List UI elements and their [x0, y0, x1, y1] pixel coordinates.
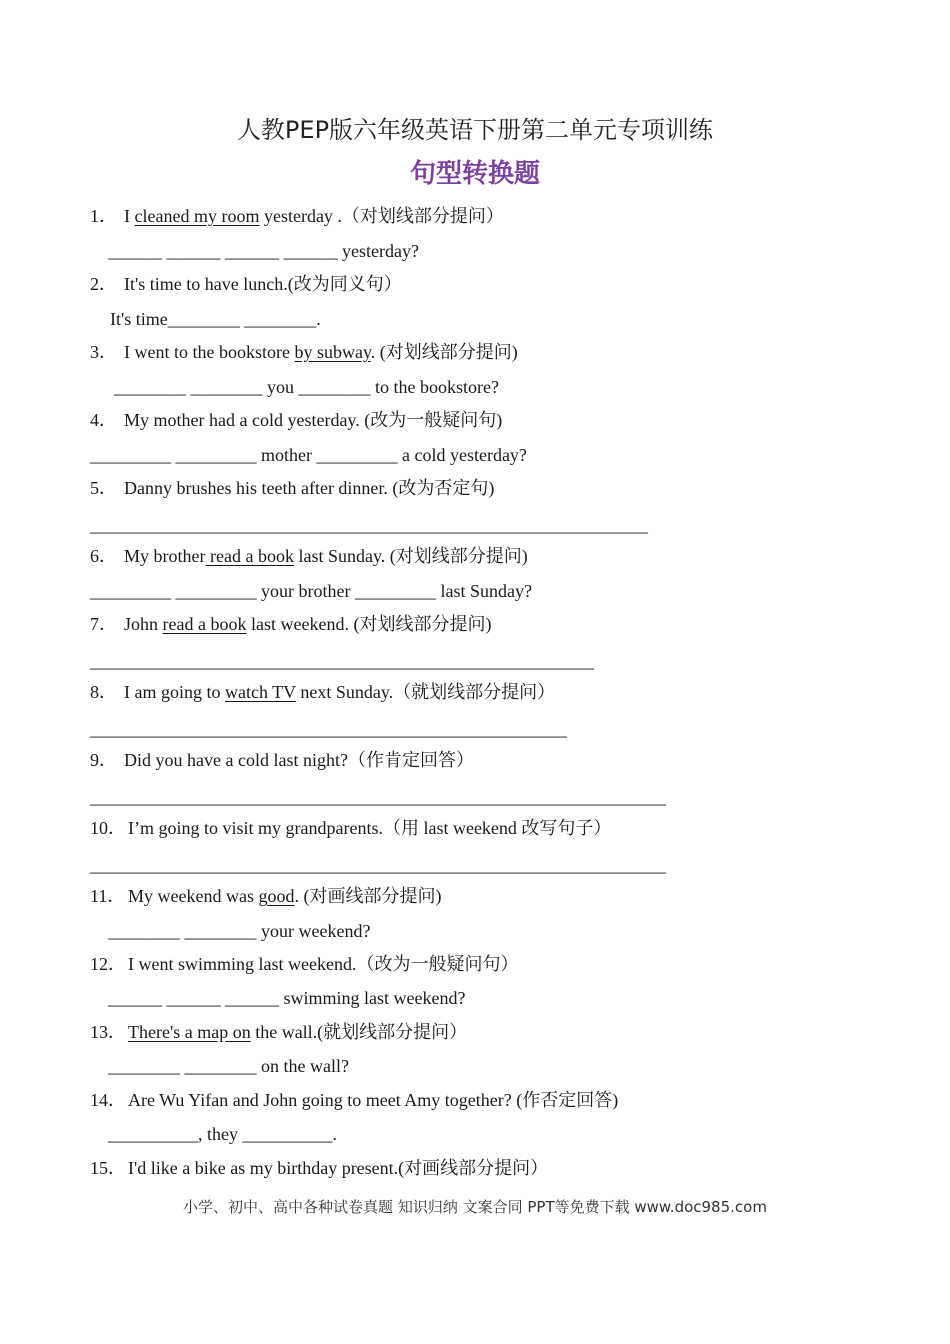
underlined-part: There's a map on [128, 1022, 251, 1042]
question-number: 2． [90, 274, 117, 294]
answer-line-4[interactable]: _________ _________ mother _________ a cold yesterday? [90, 445, 527, 465]
question-number: 1． [90, 206, 117, 226]
answer-line-3[interactable]: ________ ________ you ________ to the bookstore? [114, 377, 499, 397]
question-3: 3． I went to the bookstore by subway. (对划线部分提问) [90, 342, 518, 362]
question-number: 14． [90, 1090, 126, 1110]
question-number: 15． [90, 1158, 126, 1178]
answer-line-5[interactable]: ______________________________________________________________ [90, 515, 648, 535]
question-7: 7． John read a book last weekend. (对划线部分提问) [90, 614, 492, 634]
question-number: 10． [90, 818, 126, 838]
question-number: 4． [90, 410, 117, 430]
underlined-part: cleaned my room [134, 206, 260, 226]
question-number: 12． [90, 954, 126, 974]
answer-line-2[interactable]: It's time________ ________. [110, 309, 321, 329]
answer-line-12[interactable]: ______ ______ ______ swimming last weekend? [108, 988, 466, 1008]
underlined-part: good [258, 886, 295, 906]
question-14: 14． Are Wu Yifan and John going to meet Amy together? (作否定回答) [90, 1090, 619, 1110]
question-number: 5． [90, 478, 117, 498]
question-6: 6． My brother read a book last Sunday. (对划线部分提问) [90, 546, 528, 566]
question-12: 12． I went swimming last weekend.（改为一般疑问句） [90, 954, 519, 974]
question-10: 10． I’m going to visit my grandparents.（用 last weekend 改写句子） [90, 818, 612, 838]
answer-line-9[interactable]: ________________________________________________________________ [90, 787, 666, 807]
underlined-part: read a book [205, 546, 294, 566]
underlined-part: watch TV [225, 682, 296, 702]
answer-line-11[interactable]: ________ ________ your weekend? [108, 921, 371, 941]
underlined-part: by subway [294, 342, 371, 362]
question-number: 7． [90, 614, 117, 634]
answer-line-1[interactable]: ______ ______ ______ ______ yesterday? [108, 241, 419, 261]
question-number: 8． [90, 682, 117, 702]
question-13: 13． There's a map on the wall.(就划线部分提问） [90, 1022, 468, 1042]
question-number: 3． [90, 342, 117, 362]
answer-line-8[interactable]: _____________________________________________________ [90, 719, 567, 739]
question-number: 13． [90, 1022, 126, 1042]
page-footer: 小学、初中、高中各种试卷真题 知识归纳 文案合同 PPT等免费下载 www.doc985.com [183, 1198, 767, 1216]
answer-line-13[interactable]: ________ ________ on the wall? [108, 1056, 349, 1076]
answer-line-10[interactable]: ________________________________________________________________ [90, 855, 666, 875]
answer-line-7[interactable]: ________________________________________________________ [90, 651, 594, 671]
question-1: 1． I cleaned my room yesterday .（对划线部分提问） [90, 206, 504, 226]
question-8: 8． I am going to watch TV next Sunday.（就划线部分提问） [90, 682, 556, 702]
underlined-part: read a book [162, 614, 247, 634]
question-4: 4． My mother had a cold yesterday. (改为一般疑问句) [90, 410, 503, 430]
question-11: 11． My weekend was good. (对画线部分提问) [90, 886, 442, 906]
question-15: 15． I'd like a bike as my birthday present.(对画线部分提问） [90, 1158, 549, 1178]
answer-line-14[interactable]: __________, they __________. [108, 1124, 337, 1144]
question-5: 5． Danny brushes his teeth after dinner. (改为否定句) [90, 478, 495, 498]
question-number: 9． [90, 750, 117, 770]
page-subtitle: 句型转换题 [409, 159, 540, 189]
answer-line-6[interactable]: _________ _________ your brother _________ last Sunday? [90, 581, 532, 601]
question-number: 11． [90, 886, 126, 906]
question-number: 6． [90, 546, 117, 566]
page-title: 人教PEP版六年级英语下册第二单元专项训练 [236, 116, 714, 144]
question-9: 9． Did you have a cold last night?（作肯定回答） [90, 750, 474, 770]
question-2: 2． It's time to have lunch.(改为同义句） [90, 274, 402, 294]
